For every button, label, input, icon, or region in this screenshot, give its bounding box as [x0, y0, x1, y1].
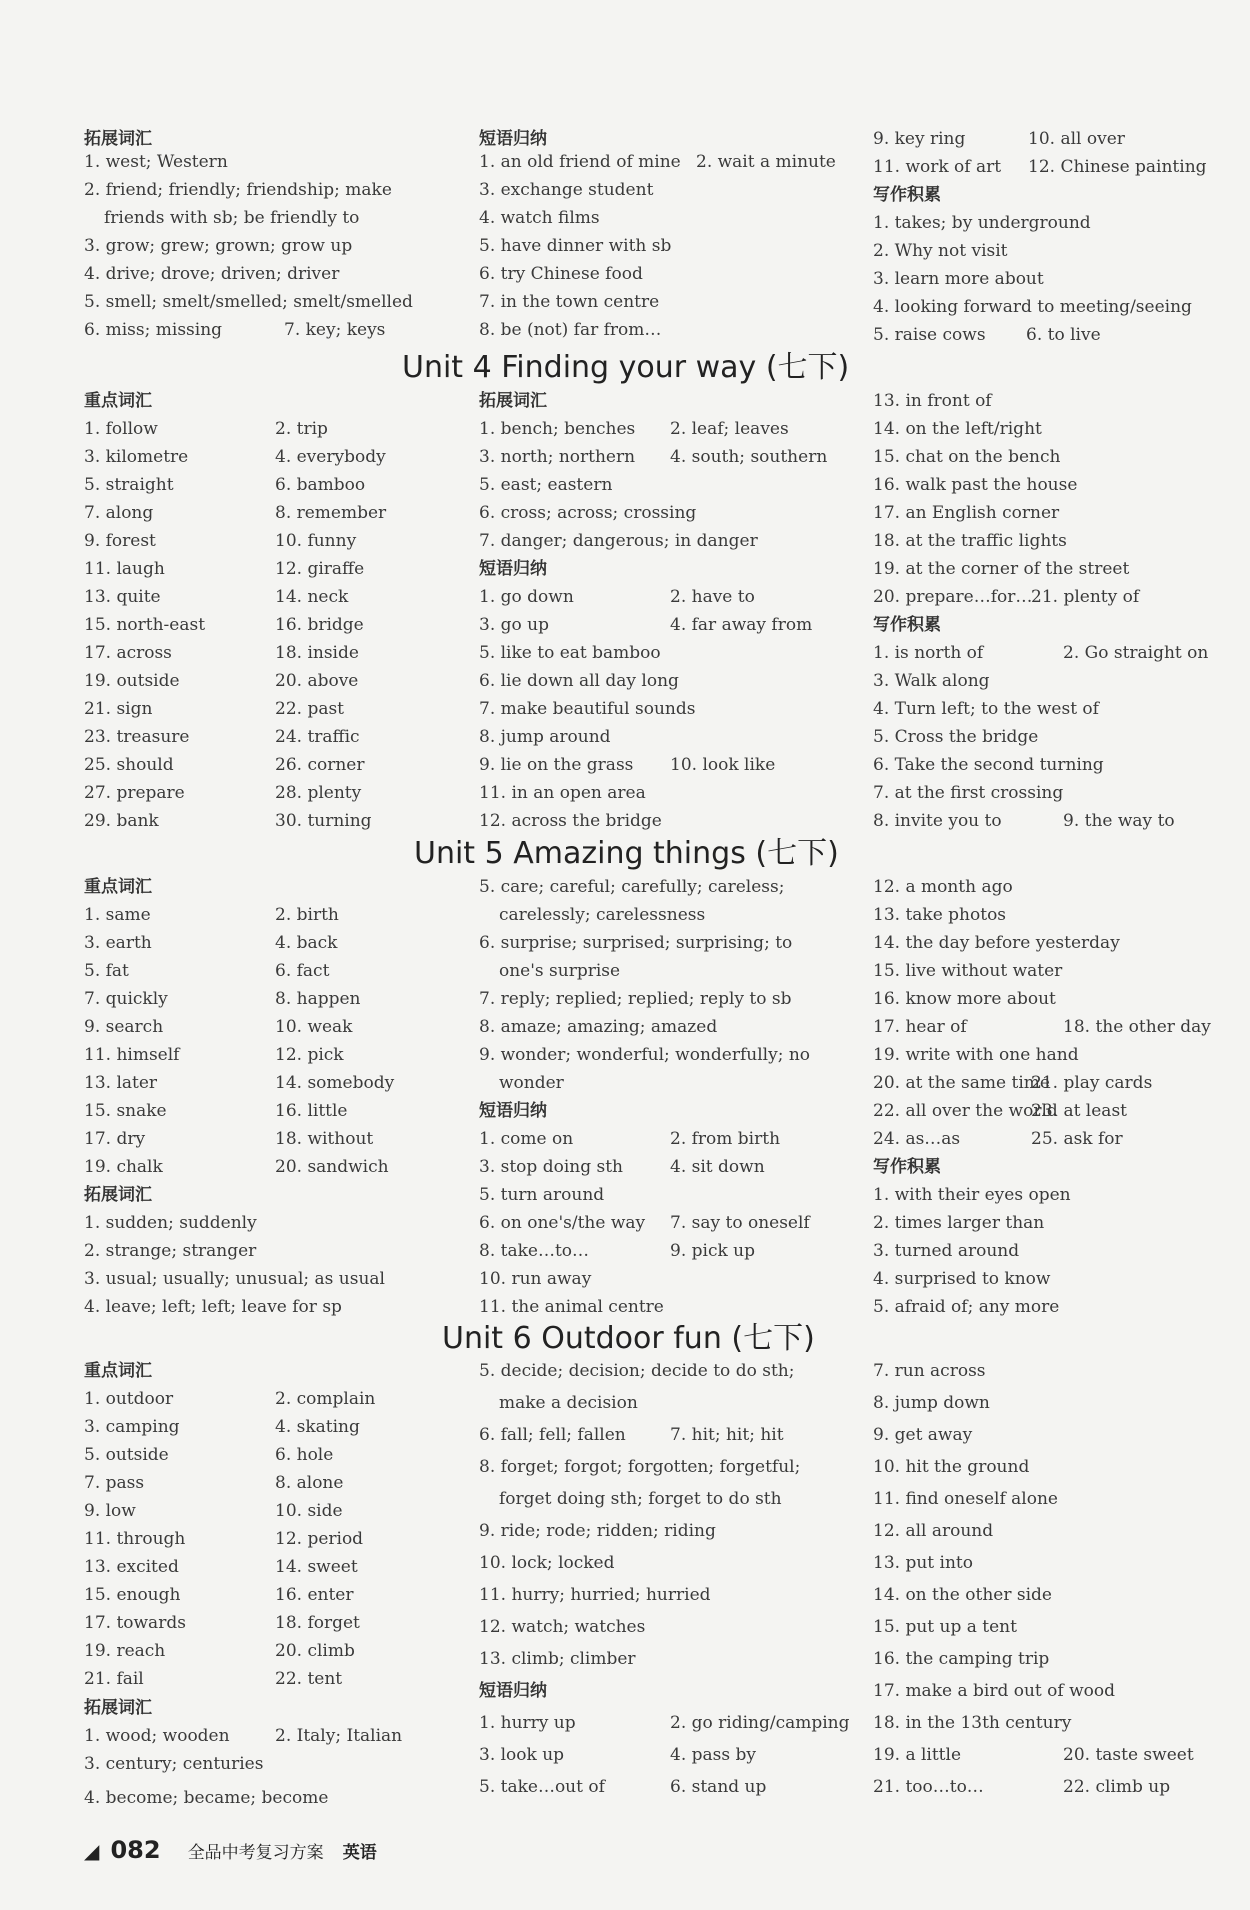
answer-item: 25. should — [84, 755, 174, 775]
answer-item: 26. corner — [275, 755, 365, 775]
answer-item: 20. above — [275, 671, 359, 691]
answer-item: 19. reach — [84, 1641, 166, 1661]
answer-item: 20. prepare…for… — [873, 587, 1033, 607]
answer-item: 9. wonder; wonderful; wonderfully; no — [479, 1045, 811, 1065]
answer-item: 10. weak — [275, 1017, 353, 1037]
subject-label: 英语 — [342, 1843, 377, 1863]
answer-item: 4. everybody — [275, 447, 386, 467]
answer-item: 10. run away — [479, 1269, 592, 1289]
answer-item: 14. somebody — [275, 1073, 395, 1093]
answer-item: 7. key; keys — [284, 320, 386, 340]
answer-item: 2. strange; stranger — [84, 1241, 257, 1261]
answer-item: 8. forget; forgot; forgotten; forgetful; — [479, 1457, 801, 1477]
answer-item: 18. without — [275, 1129, 374, 1149]
answer-item: 15. chat on the bench — [873, 447, 1061, 467]
answer-item: 21. play cards — [1031, 1073, 1153, 1093]
answer-item: 5. smell; smelt/smelled; smelt/smelled — [84, 292, 413, 312]
answer-item: 8. be (not) far from… — [479, 320, 662, 340]
page-number: 082 — [110, 1836, 161, 1864]
answer-item: 5. east; eastern — [479, 475, 613, 495]
answer-item: 10. side — [275, 1501, 343, 1521]
answer-item: 3. go up — [479, 615, 549, 635]
answer-item: 12. giraffe — [275, 559, 365, 579]
answer-item: 5. Cross the bridge — [873, 727, 1039, 747]
answer-item: 6. to live — [1026, 325, 1101, 345]
answer-item: 7. make beautiful sounds — [479, 699, 696, 719]
answer-item: 16. the camping trip — [873, 1649, 1050, 1669]
answer-item: 5. turn around — [479, 1185, 605, 1205]
answer-item: 4. back — [275, 933, 338, 953]
page-footer — [84, 1836, 377, 1864]
unit-title: Unit 4 Finding your way (七下) — [402, 350, 850, 385]
answer-item: 6. stand up — [670, 1777, 767, 1797]
answer-item: 1. hurry up — [479, 1713, 576, 1733]
answer-item: 3. earth — [84, 933, 152, 953]
answer-item: 17. towards — [84, 1613, 186, 1633]
answer-item: 19. chalk — [84, 1157, 163, 1177]
answer-item: 18. in the 13th century — [873, 1713, 1072, 1733]
answer-item: 9. low — [84, 1501, 136, 1521]
answer-item: 16. little — [275, 1101, 348, 1121]
answer-item: 7. in the town centre — [479, 292, 660, 312]
answer-item: 6. cross; across; crossing — [479, 503, 697, 523]
answer-item: 7. along — [84, 503, 154, 523]
answer-item: 5. have dinner with sb — [479, 236, 672, 256]
answer-item: 3. Walk along — [873, 671, 990, 691]
answer-item: 4. surprised to know — [873, 1269, 1051, 1289]
answer-item: wonder — [499, 1073, 564, 1093]
answer-item: 9. search — [84, 1017, 164, 1037]
answer-item: 17. make a bird out of wood — [873, 1681, 1115, 1701]
answer-item: 19. outside — [84, 671, 180, 691]
answer-item: 13. later — [84, 1073, 158, 1093]
answer-item: 1. with their eyes open — [873, 1185, 1071, 1205]
answer-item: 15. north-east — [84, 615, 206, 635]
answer-item: 3. century; centuries — [84, 1754, 264, 1774]
answer-item: 1. an old friend of mine — [479, 152, 681, 172]
answer-item: 27. prepare — [84, 783, 185, 803]
answer-item: 1. sudden; suddenly — [84, 1213, 257, 1233]
answer-item: 11. in an open area — [479, 783, 646, 803]
answer-item: 20. taste sweet — [1063, 1745, 1194, 1765]
answer-item: 21. fail — [84, 1669, 144, 1689]
answer-item: 19. write with one hand — [873, 1045, 1079, 1065]
answer-item: 6. surprise; surprised; surprising; to — [479, 933, 793, 953]
answer-item: 2. have to — [670, 587, 755, 607]
answer-item: 8. jump around — [479, 727, 611, 747]
answer-item: 13. climb; climber — [479, 1649, 636, 1669]
answer-item: make a decision — [499, 1393, 638, 1413]
answer-item: 18. at the traffic lights — [873, 531, 1067, 551]
answer-item: 3. north; northern — [479, 447, 636, 467]
answer-item: 1. wood; wooden — [84, 1726, 230, 1746]
section-heading: 重点词汇 — [84, 1361, 152, 1381]
answer-item: 2. leaf; leaves — [670, 419, 789, 439]
answer-item: 8. amaze; amazing; amazed — [479, 1017, 718, 1037]
answer-item: 3. stop doing sth — [479, 1157, 623, 1177]
section-heading: 短语归纳 — [479, 1101, 547, 1121]
answer-item: 2. Go straight on — [1063, 643, 1209, 663]
answer-item: 12. a month ago — [873, 877, 1013, 897]
answer-item: 16. bridge — [275, 615, 364, 635]
answer-item: 9. ride; rode; ridden; riding — [479, 1521, 716, 1541]
answer-item: 1. go down — [479, 587, 574, 607]
answer-item: 15. enough — [84, 1585, 181, 1605]
answer-item: 22. all over the world — [873, 1101, 1058, 1121]
answer-item: 14. sweet — [275, 1557, 358, 1577]
answer-item: 7. at the first crossing — [873, 783, 1064, 803]
answer-item: 4. far away from — [670, 615, 813, 635]
answer-item: 13. take photos — [873, 905, 1007, 925]
answer-item: 13. quite — [84, 587, 161, 607]
answer-item: 15. snake — [84, 1101, 167, 1121]
answer-item: 2. trip — [275, 419, 328, 439]
answer-item: 6. try Chinese food — [479, 264, 643, 284]
answer-item: 9. the way to — [1063, 811, 1175, 831]
answer-item: 3. grow; grew; grown; grow up — [84, 236, 353, 256]
answer-item: 12. across the bridge — [479, 811, 662, 831]
answer-item: 17. an English corner — [873, 503, 1060, 523]
section-heading: 写作积累 — [873, 615, 941, 635]
section-heading: 拓展词汇 — [84, 129, 152, 149]
answer-item: 6. fall; fell; fallen — [479, 1425, 626, 1445]
answer-item: 6. on one's/the way — [479, 1213, 646, 1233]
answer-item: 2. go riding/camping — [670, 1713, 850, 1733]
answer-item: 11. work of art — [873, 157, 1002, 177]
answer-item: 3. exchange student — [479, 180, 654, 200]
answer-item: 14. neck — [275, 587, 349, 607]
answer-item: 5. take…out of — [479, 1777, 605, 1797]
answer-item: 10. hit the ground — [873, 1457, 1030, 1477]
answer-item: 4. drive; drove; driven; driver — [84, 264, 340, 284]
answer-item: 1. bench; benches — [479, 419, 636, 439]
answer-item: 8. take…to… — [479, 1241, 590, 1261]
answer-item: 4. pass by — [670, 1745, 756, 1765]
answer-item: friends with sb; be friendly to — [104, 208, 360, 228]
answer-item: 1. same — [84, 905, 151, 925]
answer-item: 16. enter — [275, 1585, 354, 1605]
answer-item: 10. all over — [1028, 129, 1125, 149]
footer-mark-icon: ◢ — [84, 1839, 100, 1863]
answer-item: 23. treasure — [84, 727, 190, 747]
answer-item: 11. himself — [84, 1045, 180, 1065]
answer-item: 20. at the same time — [873, 1073, 1050, 1093]
answer-item: 11. the animal centre — [479, 1297, 664, 1317]
answer-item: 12. pick — [275, 1045, 344, 1065]
answer-item: 18. forget — [275, 1613, 360, 1633]
answer-item: 11. hurry; hurried; hurried — [479, 1585, 711, 1605]
answer-item: 6. Take the second turning — [873, 755, 1104, 775]
answer-item: 18. the other day — [1063, 1017, 1211, 1037]
answer-item: 5. care; careful; carefully; careless; — [479, 877, 785, 897]
answer-item: 2. complain — [275, 1389, 376, 1409]
answer-item: 5. raise cows — [873, 325, 986, 345]
answer-item: 13. in front of — [873, 391, 992, 411]
answer-item: 6. lie down all day long — [479, 671, 679, 691]
answer-item: 5. afraid of; any more — [873, 1297, 1060, 1317]
answer-item: 24. as…as — [873, 1129, 961, 1149]
answer-item: 7. hit; hit; hit — [670, 1425, 784, 1445]
answer-item: 4. leave; left; left; leave for sp — [84, 1297, 342, 1317]
answer-item: 8. jump down — [873, 1393, 990, 1413]
answer-item: 12. period — [275, 1529, 364, 1549]
answer-item: forget doing sth; forget to do sth — [499, 1489, 782, 1509]
answer-item: 14. on the left/right — [873, 419, 1042, 439]
answer-item: 1. is north of — [873, 643, 984, 663]
answer-item: 21. plenty of — [1031, 587, 1140, 607]
answer-item: 28. plenty — [275, 783, 362, 803]
answer-item: 9. key ring — [873, 129, 966, 149]
answer-item: 6. bamboo — [275, 475, 366, 495]
answer-item: 2. wait a minute — [696, 152, 836, 172]
answer-item: 16. walk past the house — [873, 475, 1078, 495]
answer-item: 12. watch; watches — [479, 1617, 646, 1637]
answer-item: 1. come on — [479, 1129, 574, 1149]
answer-item: 22. past — [275, 699, 345, 719]
section-heading: 拓展词汇 — [84, 1185, 152, 1205]
answer-item: 3. kilometre — [84, 447, 189, 467]
answer-item: 4. south; southern — [670, 447, 828, 467]
answer-item: 8. invite you to — [873, 811, 1002, 831]
answer-item: 2. friend; friendly; friendship; make — [84, 180, 392, 200]
answer-item: 21. too…to… — [873, 1777, 984, 1797]
answer-item: 11. find oneself alone — [873, 1489, 1058, 1509]
answer-item: 17. across — [84, 643, 172, 663]
answer-item: 7. danger; dangerous; in danger — [479, 531, 758, 551]
section-heading: 拓展词汇 — [84, 1698, 152, 1718]
section-heading: 拓展词汇 — [479, 391, 547, 411]
answer-item: 5. straight — [84, 475, 174, 495]
answer-item: 10. look like — [670, 755, 776, 775]
answer-item: 5. fat — [84, 961, 129, 981]
answer-item: 12. all around — [873, 1521, 994, 1541]
answer-item: 10. funny — [275, 531, 357, 551]
answer-item: 20. climb — [275, 1641, 355, 1661]
answer-item: 5. decide; decision; decide to do sth; — [479, 1361, 795, 1381]
answer-item: 13. put into — [873, 1553, 973, 1573]
answer-item: 12. Chinese painting — [1028, 157, 1207, 177]
answer-item: 8. alone — [275, 1473, 344, 1493]
answer-item: 6. miss; missing — [84, 320, 223, 340]
section-heading: 短语归纳 — [479, 129, 547, 149]
answer-item: one's surprise — [499, 961, 621, 981]
answer-item: 9. pick up — [670, 1241, 755, 1261]
unit-title: Unit 5 Amazing things (七下) — [414, 836, 839, 871]
section-heading: 短语归纳 — [479, 559, 547, 579]
answer-item: 4. Turn left; to the west of — [873, 699, 1099, 719]
answer-item: 30. turning — [275, 811, 372, 831]
answer-item: 4. sit down — [670, 1157, 765, 1177]
answer-item: 7. say to oneself — [670, 1213, 810, 1233]
answer-item: 4. skating — [275, 1417, 360, 1437]
answer-item: 6. fact — [275, 961, 330, 981]
answer-item: 1. takes; by underground — [873, 213, 1091, 233]
answer-item: 19. at the corner of the street — [873, 559, 1130, 579]
answer-item: 7. quickly — [84, 989, 168, 1009]
section-heading: 写作积累 — [873, 1157, 941, 1177]
answer-item: 11. laugh — [84, 559, 165, 579]
answer-item: 3. camping — [84, 1417, 180, 1437]
answer-item: 16. know more about — [873, 989, 1056, 1009]
answer-item: 23. at least — [1031, 1101, 1127, 1121]
answer-item: 19. a little — [873, 1745, 962, 1765]
answer-item: 17. hear of — [873, 1017, 967, 1037]
answer-item: 5. like to eat bamboo — [479, 643, 661, 663]
answer-item: 14. on the other side — [873, 1585, 1052, 1605]
answer-item: 3. usual; usually; unusual; as usual — [84, 1269, 385, 1289]
answer-item: 7. reply; replied; replied; reply to sb — [479, 989, 792, 1009]
answer-item: 22. climb up — [1063, 1777, 1171, 1797]
answer-item: 2. Why not visit — [873, 241, 1008, 261]
answer-item: 2. from birth — [670, 1129, 781, 1149]
answer-item: 15. put up a tent — [873, 1617, 1017, 1637]
answer-item: 9. get away — [873, 1425, 973, 1445]
answer-item: carelessly; carelessness — [499, 905, 706, 925]
answer-item: 1. west; Western — [84, 152, 228, 172]
answer-item: 20. sandwich — [275, 1157, 389, 1177]
answer-item: 9. lie on the grass — [479, 755, 634, 775]
unit-title: Unit 6 Outdoor fun (七下) — [442, 1321, 815, 1356]
answer-item: 6. hole — [275, 1445, 334, 1465]
answer-item: 1. outdoor — [84, 1389, 174, 1409]
answer-item: 4. become; became; become — [84, 1788, 329, 1808]
answer-item: 4. watch films — [479, 208, 600, 228]
answer-item: 14. the day before yesterday — [873, 933, 1120, 953]
answer-item: 5. outside — [84, 1445, 169, 1465]
answer-item: 1. follow — [84, 419, 158, 439]
answer-item: 15. live without water — [873, 961, 1063, 981]
answer-item: 24. traffic — [275, 727, 360, 747]
section-heading: 重点词汇 — [84, 877, 152, 897]
book-title: 全品中考复习方案 — [187, 1843, 324, 1863]
answer-item: 3. turned around — [873, 1241, 1020, 1261]
answer-item: 22. tent — [275, 1669, 343, 1689]
answer-item: 29. bank — [84, 811, 159, 831]
answer-item: 7. pass — [84, 1473, 145, 1493]
answer-item: 8. happen — [275, 989, 361, 1009]
answer-item: 4. looking forward to meeting/seeing — [873, 297, 1192, 317]
section-heading: 写作积累 — [873, 185, 941, 205]
answer-item: 17. dry — [84, 1129, 146, 1149]
answer-item: 7. run across — [873, 1361, 986, 1381]
answer-item: 9. forest — [84, 531, 156, 551]
answer-item: 11. through — [84, 1529, 186, 1549]
answer-item: 8. remember — [275, 503, 387, 523]
answer-item: 10. lock; locked — [479, 1553, 615, 1573]
section-heading: 短语归纳 — [479, 1681, 547, 1701]
answer-item: 25. ask for — [1031, 1129, 1123, 1149]
answer-item: 3. learn more about — [873, 269, 1044, 289]
answer-item: 21. sign — [84, 699, 153, 719]
section-heading: 重点词汇 — [84, 391, 152, 411]
answer-item: 2. birth — [275, 905, 339, 925]
answer-item: 3. look up — [479, 1745, 565, 1765]
answer-item: 13. excited — [84, 1557, 179, 1577]
answer-item: 2. times larger than — [873, 1213, 1045, 1233]
answer-item: 2. Italy; Italian — [275, 1726, 403, 1746]
answer-item: 18. inside — [275, 643, 359, 663]
